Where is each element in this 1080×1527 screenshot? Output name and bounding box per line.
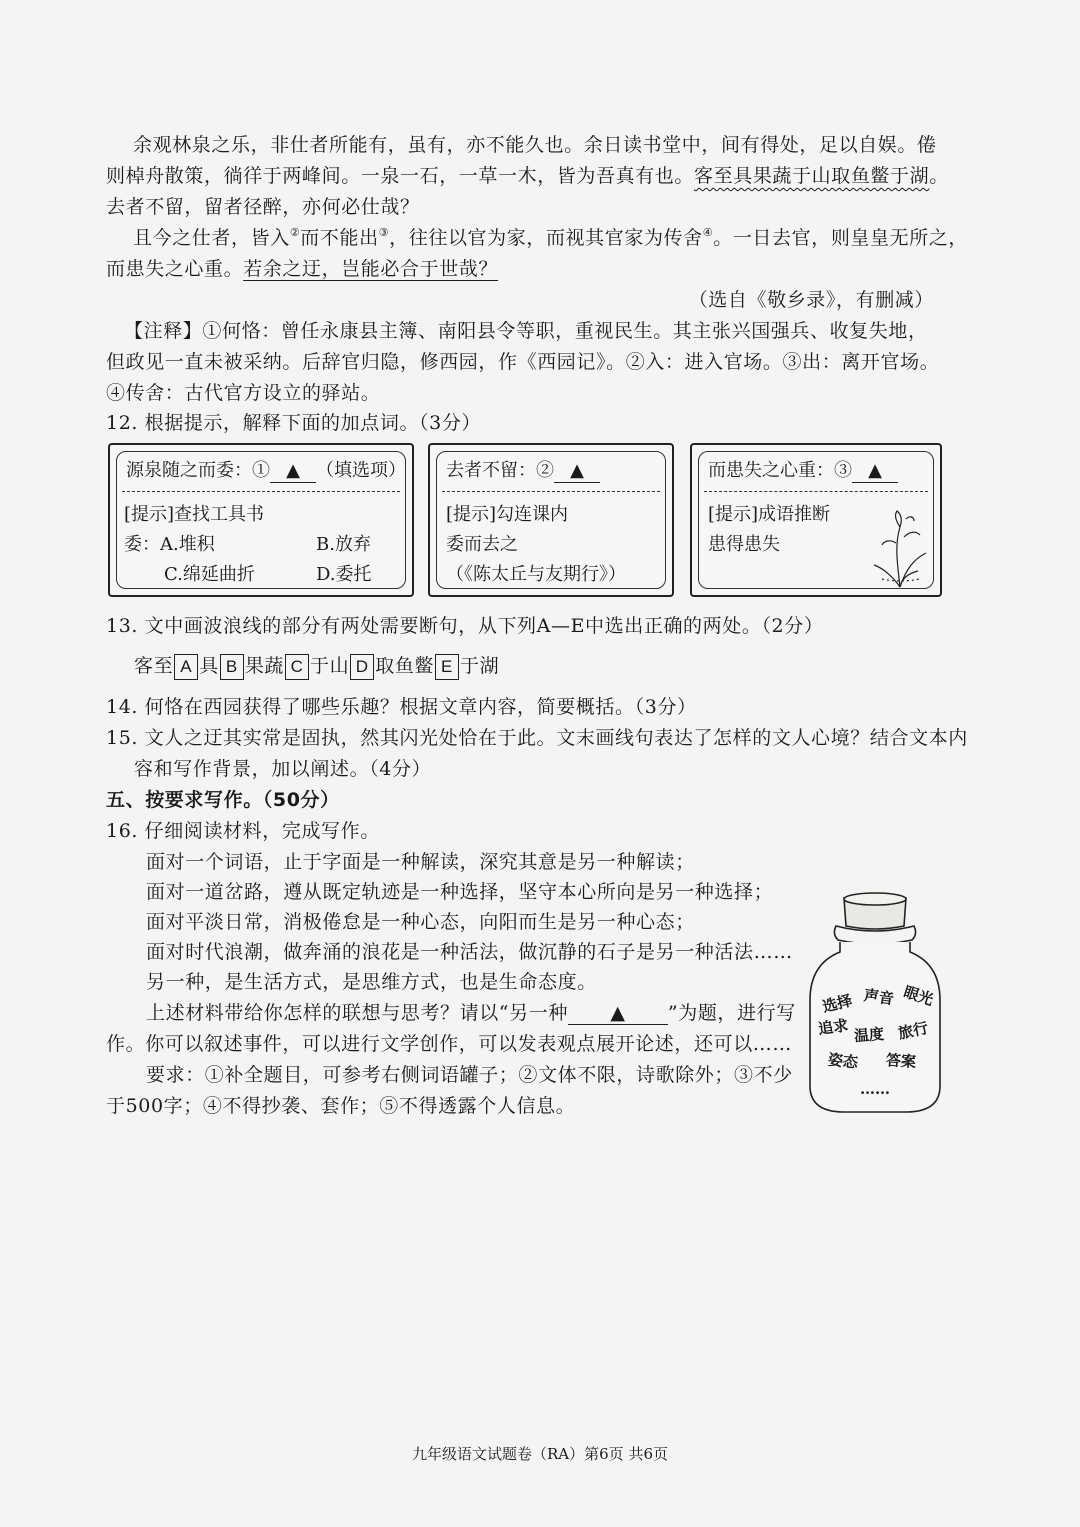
q12-box-1 — [108, 443, 414, 597]
q13-segment: 于湖 — [460, 655, 500, 677]
passage-text: 则棹舟散策，徜徉于两峰间。一泉一石，一草一木，皆为吾真有也。 — [106, 165, 695, 187]
question-15-line: 容和写作背景，加以阐述。（4分） — [134, 758, 432, 780]
question-14: 14. 何恪在西园获得了哪些乐趣？根据文章内容，简要概括。（3分） — [106, 696, 697, 718]
jar-word: 眼光 — [901, 982, 936, 1010]
hint-text: [提示]勾连课内 — [446, 504, 569, 525]
jar-word: …… — [860, 1080, 890, 1098]
q12-box-1-prompt: 源泉随之而委：① — [126, 460, 270, 481]
notes-line: 【注释】①何恪：曾任永康县主簿、南阳县令等职，重视民生。其主张兴国强兵、收复失地， — [124, 320, 928, 342]
answer-blank[interactable]: ▲ — [852, 460, 898, 483]
title-blank[interactable]: ▲ — [568, 1002, 668, 1025]
source-citation: （选自《敬乡录》，有删减） — [688, 289, 934, 311]
q12-box-3 — [690, 443, 942, 597]
passage-line: 去者不留，留者径醉，亦何必仕哉？ — [106, 196, 420, 218]
footnote-marker: ④ — [702, 226, 714, 239]
passage-text: 且今之仕者，皆入 — [133, 227, 290, 249]
requirements-line: 要求：①补全题目，可参考右侧词语罐子；②文体不限，诗歌除外；③不少 — [146, 1064, 793, 1086]
reference-idiom: 患得患失 — [708, 534, 780, 555]
q12-box-2-heading — [446, 457, 600, 485]
q13-option-c[interactable]: C — [285, 654, 309, 680]
prompt-text: ”为题，进行写 — [667, 1002, 796, 1024]
q13-option-a[interactable]: A — [174, 654, 198, 680]
jar-word: 追求 — [817, 1016, 850, 1039]
jar-word: 温度 — [853, 1025, 885, 1046]
passage-line: 余观林泉之乐，非仕者所能有，虽有，亦不能久也。余日读书堂中，间有得处，足以自娱。倦 — [133, 134, 937, 156]
jar-word: 姿态 — [827, 1050, 859, 1072]
q13-segment: 取鱼鳖 — [375, 655, 435, 677]
q12-box-1-instruction: （填选项） — [316, 460, 406, 481]
question-13-title: 13. 文中画波浪线的部分有两处需要断句，从下列A—E中选出正确的两处。（2分） — [106, 615, 824, 637]
q12-box-2-prompt: 去者不留：② — [446, 460, 554, 481]
notes-line: 但政见一直未被采纳。后辞官归隐，修西园，作《西园记》。②入：进入官场。③出：离开官场。 — [106, 351, 940, 373]
option-a: 委：A.堆积 — [124, 534, 215, 555]
q12-box-2 — [428, 443, 674, 597]
option-b: B.放弃 — [316, 534, 371, 555]
question-15-line: 15. 文人之迂其实常是固执，然其闪光处恰在于此。文末画线句表达了怎样的文人心境？结合文本内 — [106, 727, 968, 749]
passage-line — [106, 254, 498, 284]
wavy-underlined-sentence: 客至具果蔬于山取鱼鳖于湖 — [694, 165, 930, 187]
passage-line — [106, 161, 949, 191]
answer-blank[interactable]: ▲ — [554, 460, 600, 483]
writing-prompt-line: 作。你可以叙述事件，可以进行文学创作，可以发表观点展开论述，还可以…… — [106, 1033, 793, 1055]
jar-word: 选择 — [820, 991, 855, 1017]
option-c: C.绵延曲折 — [164, 564, 255, 585]
q12-box-3-prompt: 而患失之心重：③ — [708, 460, 852, 481]
q13-option-d[interactable]: D — [350, 654, 374, 680]
q12-box-3-heading — [708, 457, 898, 485]
notes-line: ④传舍：古代官方设立的驿站。 — [106, 382, 381, 404]
material-line: 面对一道岔路，遵从既定轨迹是一种选择，坚守本心所向是另一种选择； — [146, 881, 774, 903]
option-d: D.委托 — [316, 564, 372, 585]
question-16-title: 16. 仔细阅读材料，完成写作。 — [106, 820, 380, 842]
reference-source: （《陈太丘与友期行》） — [446, 564, 626, 585]
reference-phrase: 委而去之 — [446, 534, 518, 555]
q13-option-b[interactable]: B — [220, 654, 244, 680]
question-12-title: 12. 根据提示，解释下面的加点词。（3分） — [106, 412, 482, 434]
underlined-sentence: 若余之迂，岂能必合于世哉？ — [243, 258, 499, 280]
jar-word: 声音 — [862, 986, 895, 1009]
q13-option-e[interactable]: E — [435, 654, 459, 680]
dashed-divider — [122, 491, 400, 492]
answer-blank[interactable]: ▲ — [270, 460, 316, 483]
passage-text: ，往往以官为家，而视其官家为传舍 — [389, 227, 703, 249]
section-5-heading: 五、按要求写作。（50分） — [106, 789, 340, 811]
jar-word: 答案 — [885, 1051, 917, 1072]
jar-word: 旅行 — [896, 1018, 930, 1043]
page-footer: 九年级语文试题卷（RA）第6页 共6页 — [412, 1445, 668, 1463]
dashed-divider — [442, 491, 660, 492]
material-line: 另一种，是生活方式，是思维方式，也是生命态度。 — [146, 971, 597, 993]
footnote-marker: ③ — [378, 226, 390, 239]
q13-segment: 于山 — [310, 655, 350, 677]
passage-text: 。 — [929, 165, 949, 187]
passage-text: 而不能出 — [300, 227, 379, 249]
q13-segment: 果蔬 — [244, 655, 285, 677]
material-line: 面对时代浪潮，做奔涌的浪花是一种活法，做沉静的石子是另一种活法…… — [146, 941, 793, 963]
writing-prompt-line — [146, 998, 796, 1028]
prompt-text: 上述材料带给你怎样的联想与思考？请以“另一种 — [146, 1002, 568, 1024]
material-line: 面对平淡日常，消极倦怠是一种心态，向阳而生是另一种心态； — [146, 911, 695, 933]
hint-text: [提示]查找工具书 — [124, 504, 265, 525]
passage-text: 而患失之心重。 — [106, 258, 244, 280]
q12-box-1-heading — [126, 457, 406, 485]
passage-line — [133, 223, 968, 253]
q13-segment: 客至 — [134, 655, 174, 677]
material-line: 面对一个词语，止于字面是一种解读，深究其意是另一种解读； — [146, 851, 695, 873]
dashed-divider — [704, 491, 928, 492]
requirements-line: 于500字；④不得抄袭、套作；⑤不得透露个人信息。 — [106, 1095, 576, 1117]
orchid-illustration-icon — [870, 507, 930, 589]
word-jar-illustration — [800, 890, 950, 1118]
hint-text: [提示]成语推断 — [708, 504, 831, 525]
footnote-marker: ② — [289, 226, 301, 239]
passage-text: 。一日去官，则皇皇无所之， — [713, 227, 969, 249]
q13-sentence-with-options — [134, 651, 499, 681]
q13-segment: 具 — [199, 655, 219, 677]
